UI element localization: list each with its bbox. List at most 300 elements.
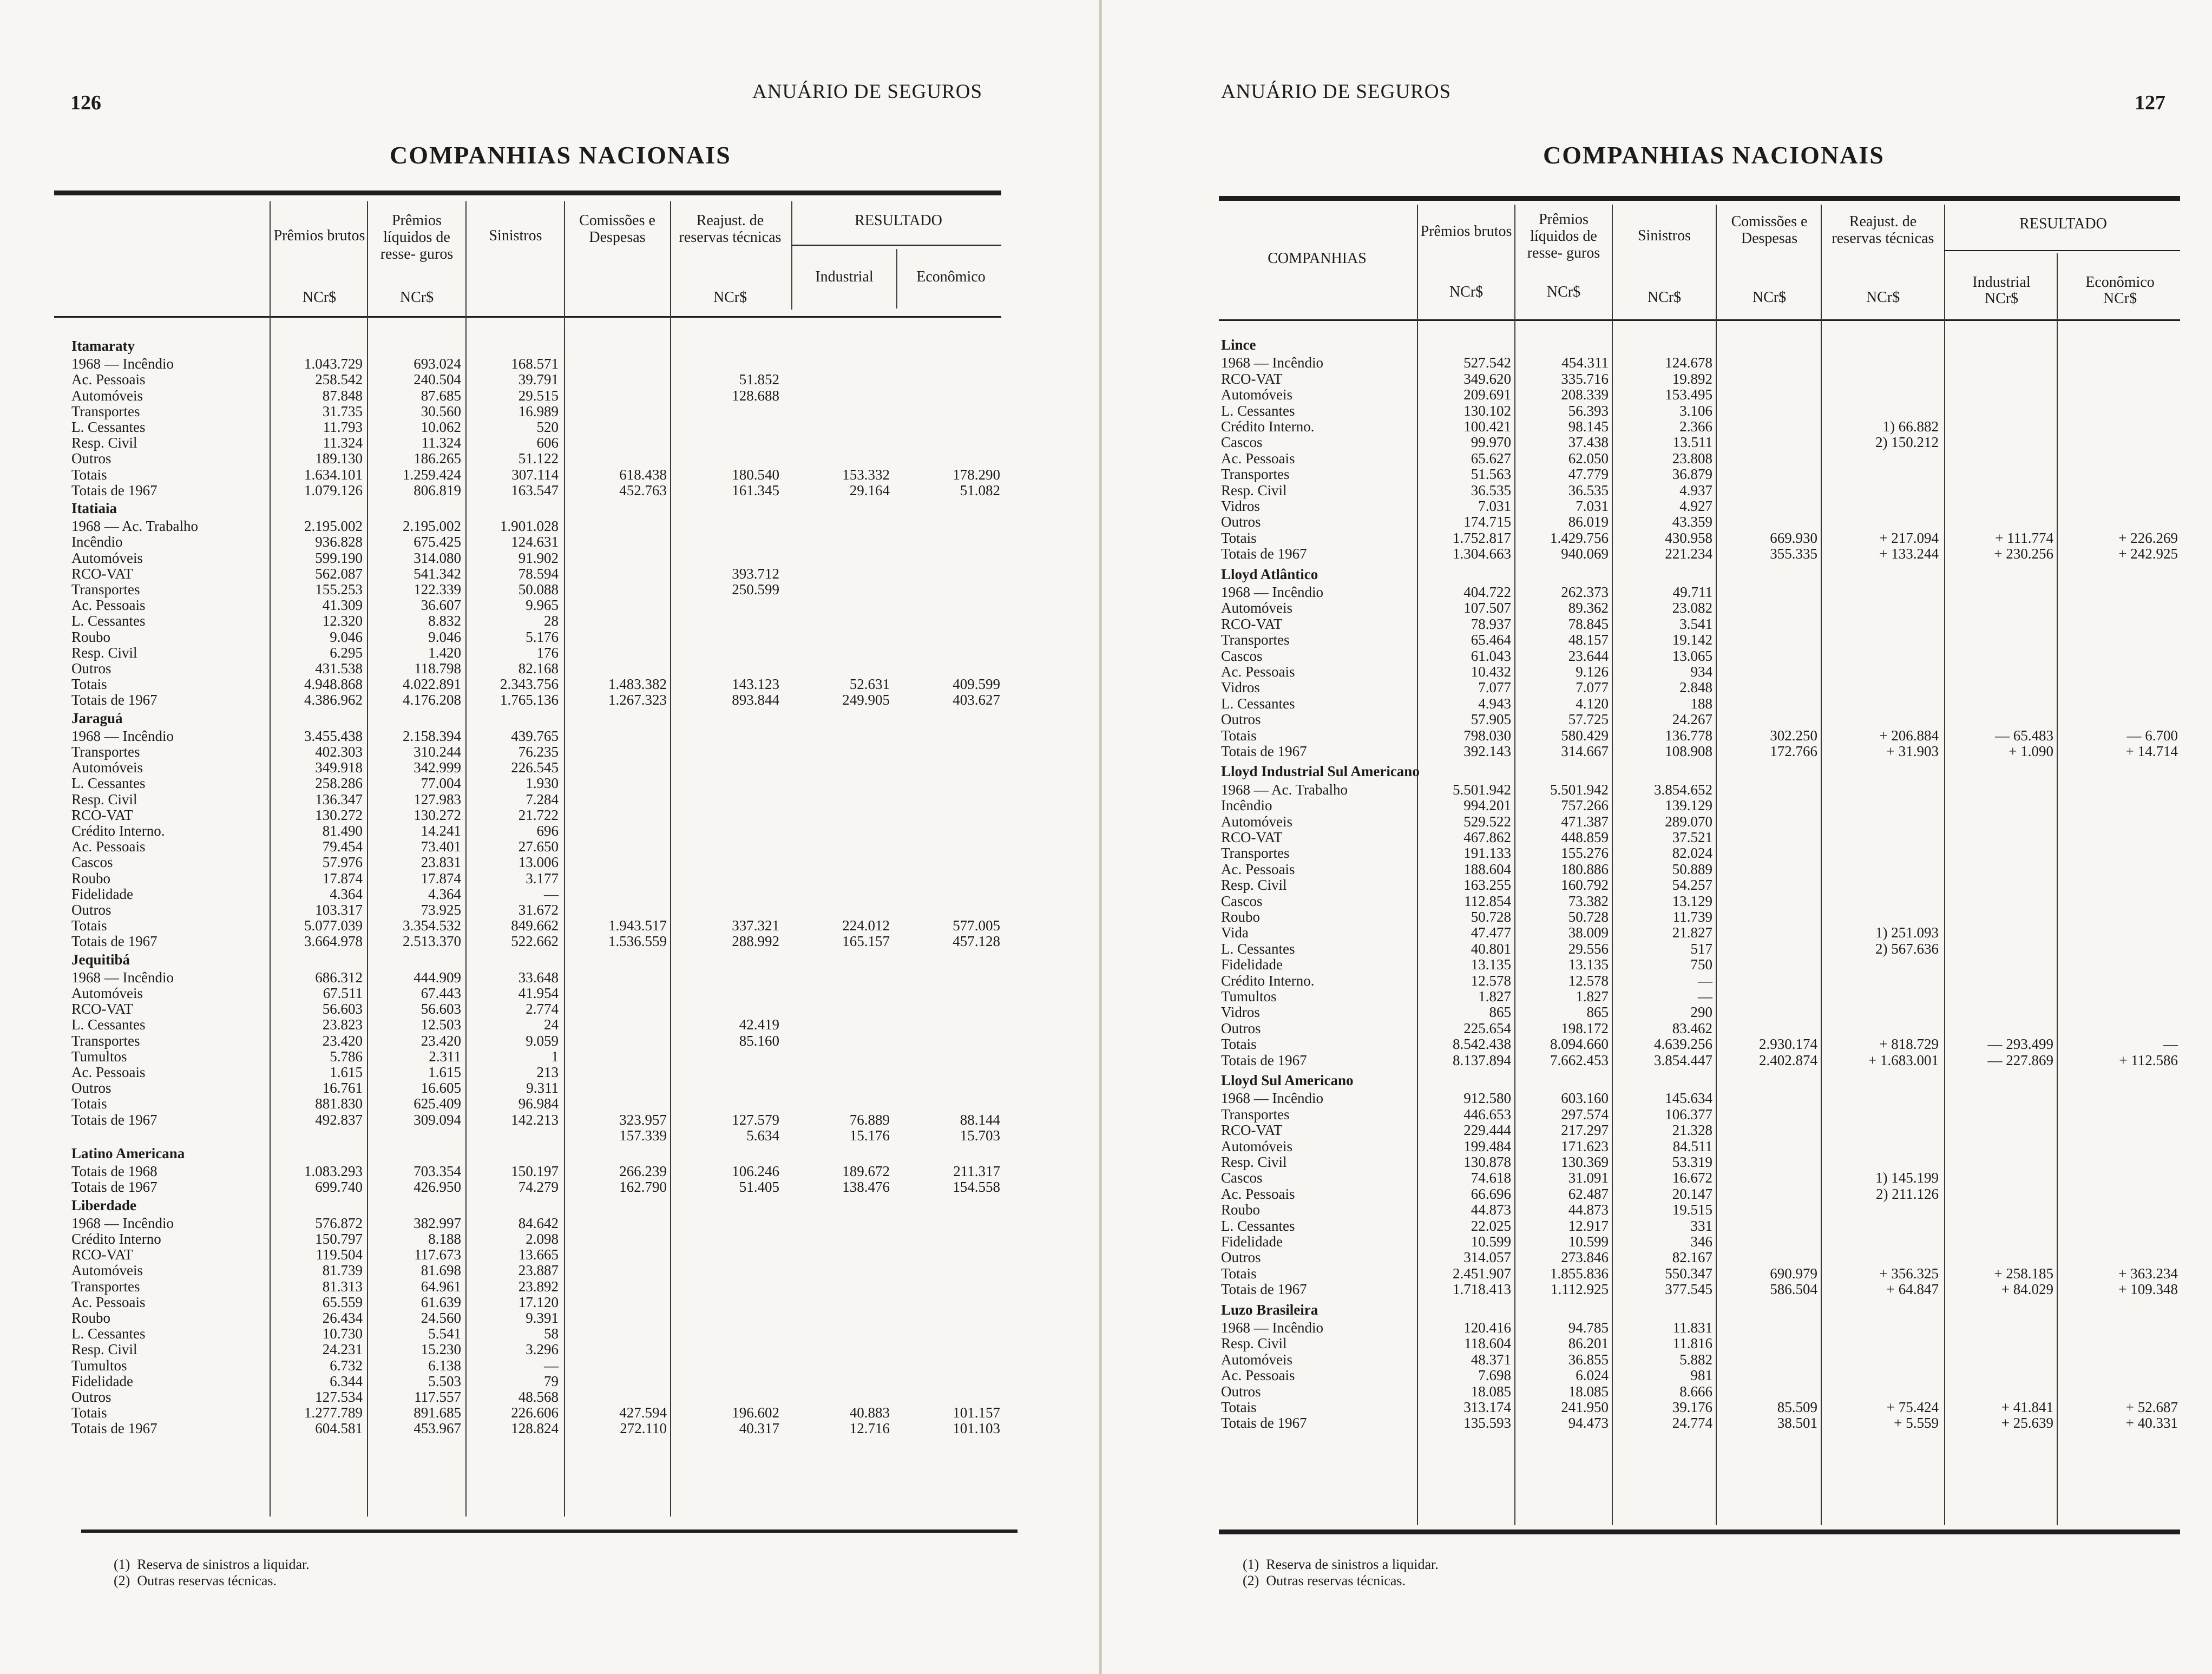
cell-sinistros: 168.571: [511, 356, 559, 372]
cell-premios-brutos: 5.786: [330, 1048, 363, 1065]
company-label: Lloyd Sul Americano: [1221, 1072, 1354, 1088]
company-label: Liberdade: [71, 1197, 137, 1213]
cell-economico: 88.144: [960, 1111, 1000, 1128]
cell-premios-brutos: 6.732: [330, 1357, 363, 1374]
cell-premios-liquidos: 47.779: [1568, 466, 1609, 483]
row-label: Resp. Civil: [71, 1341, 137, 1358]
table-row: [1102, 371, 2212, 387]
row-label: L. Cessantes: [71, 1016, 146, 1033]
cell-premios-brutos: 1.043.729: [304, 356, 363, 372]
cell-premios-brutos: 404.722: [1463, 584, 1511, 600]
cell-premios-liquidos: 78.845: [1568, 615, 1609, 632]
row-label: Automóveis: [71, 985, 143, 1001]
cell-premios-brutos: 174.715: [1463, 514, 1511, 530]
table-row: [1102, 450, 2212, 467]
cell-premios-liquidos: 7.662.453: [1550, 1052, 1609, 1068]
cell-premios-liquidos: 122.339: [413, 581, 461, 598]
row-label: L. Cessantes: [1221, 940, 1295, 957]
cell-sinistros: 4.639.256: [1654, 1036, 1712, 1053]
row-label: L. Cessantes: [71, 613, 146, 629]
table-row: [0, 902, 1099, 918]
footnote-1: (1) Reserva de sinistros a liquidar.: [1243, 1557, 1439, 1572]
table-row: [0, 1112, 1099, 1128]
cell-premios-liquidos: 62.050: [1568, 450, 1609, 467]
row-label: Transportes: [1221, 1106, 1290, 1122]
row-label: Incêndio: [1221, 797, 1272, 814]
cell-sinistros: 1.930: [526, 775, 559, 792]
cell-premios-liquidos: 198.172: [1561, 1020, 1609, 1036]
table-row: [1102, 1186, 2212, 1202]
cell-premios-liquidos: 580.429: [1561, 727, 1609, 744]
table-row: [0, 435, 1099, 451]
cell-sinistros: 2.848: [1679, 679, 1712, 696]
table-row: [1102, 988, 2212, 1005]
cell-premios-liquidos: 1.827: [1576, 988, 1609, 1005]
cell-economico: + 109.348: [2118, 1281, 2178, 1298]
cell-economico: 51.082: [960, 482, 1000, 498]
table-bottom-rule: [1219, 1529, 2180, 1534]
table-row: [0, 759, 1099, 776]
cell-premios-brutos: 78.937: [1471, 615, 1511, 632]
cell-premios-brutos: 44.873: [1471, 1202, 1511, 1218]
cell-sinistros: 520: [536, 419, 559, 435]
cell-sinistros: 37.521: [1672, 829, 1712, 845]
table-row: [0, 676, 1099, 692]
cell-comissoes: 2.930.174: [1759, 1036, 1817, 1053]
cell-premios-brutos: 31.735: [322, 403, 363, 419]
cell-economico: + 40.331: [2125, 1415, 2178, 1432]
cell-premios-liquidos: 541.342: [413, 565, 461, 582]
running-head: ANUÁRIO DE SEGUROS: [1221, 81, 1452, 103]
cell-comissoes: 355.335: [1770, 546, 1817, 562]
cell-premios-liquidos: 240.504: [413, 371, 461, 388]
row-label: Automóveis: [1221, 1138, 1292, 1154]
table-row: [0, 1064, 1099, 1080]
cell-economico: 178.290: [953, 466, 1000, 483]
row-label: Fidelidade: [71, 885, 133, 902]
cell-sinistros: 517: [1690, 940, 1712, 957]
cell-premios-liquidos: 180.886: [1561, 861, 1609, 877]
cell-premios-brutos: 314.057: [1463, 1249, 1511, 1266]
cell-reajust: 1) 251.093: [1875, 924, 1939, 941]
cell-premios-liquidos: 186.265: [413, 450, 461, 467]
cell-premios-brutos: 8.137.894: [1453, 1052, 1511, 1068]
row-label: Automóveis: [71, 1262, 143, 1279]
running-head: ANUÁRIO DE SEGUROS: [752, 81, 983, 103]
table-row: [0, 356, 1099, 372]
table-row: [1102, 1138, 2212, 1154]
cell-premios-liquidos: 310.244: [413, 744, 461, 760]
header-unit: NCr$: [399, 289, 434, 306]
cell-industrial: 153.332: [842, 466, 890, 483]
row-label: Resp. Civil: [71, 435, 137, 451]
cell-premios-brutos: 36.535: [1471, 482, 1511, 498]
cell-sinistros: 4.927: [1679, 498, 1712, 514]
cell-premios-brutos: 936.828: [315, 534, 363, 550]
cell-premios-liquidos: 675.425: [413, 534, 461, 550]
row-label: Crédito Interno.: [71, 823, 165, 839]
cell-sinistros: 23.892: [518, 1278, 559, 1295]
table-row: [0, 1095, 1099, 1112]
cell-industrial: 165.157: [842, 933, 890, 950]
cell-reajust: 51.852: [739, 371, 779, 388]
cell-premios-liquidos: 87.685: [421, 387, 461, 404]
cell-premios-liquidos: 127.983: [413, 791, 461, 808]
cell-premios-liquidos: 8.188: [428, 1231, 461, 1247]
cell-sinistros: 1.901.028: [500, 518, 559, 535]
cell-premios-liquidos: 1.259.424: [403, 466, 461, 483]
cell-premios-brutos: 130.878: [1463, 1154, 1511, 1170]
cell-premios-brutos: 12.320: [322, 613, 363, 629]
cell-premios-liquidos: 865: [1586, 1004, 1609, 1021]
cell-premios-liquidos: 7.031: [1576, 498, 1609, 514]
row-label: Tumultos: [1221, 988, 1277, 1005]
cell-premios-liquidos: 8.094.660: [1550, 1036, 1609, 1053]
cell-premios-liquidos: 757.266: [1561, 797, 1609, 814]
cell-premios-brutos: 1.752.817: [1453, 529, 1511, 546]
header-bottom-rule: [1219, 319, 2180, 321]
table-row: [0, 985, 1099, 1001]
table-row: [0, 775, 1099, 791]
cell-premios-liquidos: 625.409: [413, 1095, 461, 1112]
cell-comissoes: 669.930: [1770, 529, 1817, 546]
cell-sinistros: 176: [536, 644, 559, 661]
cell-premios-liquidos: 10.599: [1568, 1233, 1609, 1250]
cell-premios-brutos: 2.451.907: [1453, 1265, 1511, 1282]
row-label: Outros: [1221, 514, 1261, 530]
cell-reajust: 180.540: [732, 466, 779, 483]
cell-premios-brutos: 10.599: [1471, 1233, 1511, 1250]
table-row: [0, 534, 1099, 550]
row-label: Totais de 1967: [1221, 743, 1307, 759]
cell-industrial: — 65.483: [1995, 727, 2053, 744]
cell-premios-liquidos: 14.241: [421, 823, 461, 839]
table-row: [1102, 418, 2212, 435]
header-unit: NCr$: [1752, 289, 1787, 306]
cell-sinistros: 43.359: [1672, 514, 1712, 530]
cell-sinistros: 9.965: [526, 597, 559, 614]
cell-premios-liquidos: 2.513.370: [403, 933, 461, 950]
row-label: RCO-VAT: [1221, 615, 1283, 632]
cell-premios-brutos: 112.854: [1464, 892, 1511, 909]
row-label: L. Cessantes: [1221, 1217, 1295, 1234]
company-label: Luzo Brasileira: [1221, 1301, 1318, 1318]
cell-premios-brutos: 5.077.039: [304, 917, 363, 934]
row-label: Totais de 1967: [71, 933, 157, 950]
table-row: [1102, 1036, 2212, 1052]
cell-premios-brutos: 199.484: [1463, 1138, 1511, 1154]
cell-sinistros: 136.778: [1665, 727, 1712, 744]
cell-economico: 101.157: [953, 1404, 1000, 1421]
cell-premios-brutos: 11.793: [323, 419, 363, 435]
row-label: Transportes: [71, 1278, 140, 1295]
table-row: [0, 371, 1099, 388]
cell-sinistros: 145.634: [1665, 1090, 1712, 1107]
table-row: [1102, 403, 2212, 419]
cell-sinistros: 606: [536, 435, 559, 451]
cell-reajust: 127.579: [732, 1111, 779, 1128]
cell-reajust: + 75.424: [1886, 1399, 1939, 1415]
cell-comissoes: 266.239: [619, 1163, 667, 1180]
cell-premios-brutos: 67.511: [323, 985, 363, 1001]
cell-premios-brutos: 81.490: [322, 823, 363, 839]
cell-reajust: 2) 567.636: [1875, 940, 1939, 957]
cell-premios-liquidos: 81.698: [421, 1262, 461, 1279]
col-divider: [791, 201, 792, 310]
cell-industrial: + 258.185: [1994, 1265, 2053, 1282]
cell-comissoes: 427.594: [619, 1404, 667, 1421]
cell-premios-brutos: 798.030: [1463, 727, 1511, 744]
row-label: Outros: [1221, 1020, 1261, 1036]
table-row: [1102, 877, 2212, 893]
cell-premios-brutos: 881.830: [315, 1095, 363, 1112]
cell-premios-liquidos: 426.950: [413, 1179, 461, 1196]
cell-premios-liquidos: 31.091: [1568, 1170, 1609, 1186]
cell-industrial: — 293.499: [1987, 1036, 2053, 1053]
company-label: Jequitibá: [71, 951, 130, 968]
cell-premios-liquidos: 262.373: [1561, 584, 1609, 600]
row-label: Automóveis: [71, 387, 143, 404]
cell-premios-brutos: 4.943: [1478, 695, 1511, 712]
cell-sinistros: 41.954: [518, 985, 559, 1001]
cell-premios-brutos: 8.542.438: [1453, 1036, 1511, 1053]
table-row: [0, 854, 1099, 870]
table-row: [0, 1420, 1099, 1436]
cell-premios-liquidos: 444.909: [413, 969, 461, 986]
cell-premios-brutos: 7.077: [1478, 679, 1511, 696]
cell-sinistros: 3.296: [526, 1341, 559, 1358]
cell-premios-liquidos: 940.069: [1561, 546, 1609, 562]
row-label: Vidros: [1221, 679, 1260, 696]
cell-premios-liquidos: 12.917: [1568, 1217, 1609, 1234]
cell-sinistros: 124.631: [511, 534, 559, 550]
header-resultado: RESULTADO: [2019, 215, 2107, 232]
cell-premios-liquidos: 2.311: [429, 1048, 461, 1065]
cell-sinistros: 21.827: [1672, 924, 1712, 941]
cell-premios-brutos: 686.312: [315, 969, 363, 986]
cell-premios-liquidos: 309.094: [413, 1111, 461, 1128]
table-row: [1102, 1415, 2212, 1431]
table-row: [1102, 584, 2212, 600]
cell-sinistros: 53.319: [1672, 1154, 1712, 1170]
table-row: [0, 1016, 1099, 1033]
cell-sinistros: —: [1698, 972, 1712, 989]
table-row: [0, 870, 1099, 887]
cell-premios-brutos: 446.653: [1463, 1106, 1511, 1122]
cell-premios-liquidos: 37.438: [1568, 434, 1609, 451]
cell-industrial: 138.476: [842, 1179, 890, 1196]
row-label: Roubo: [71, 628, 111, 645]
row-label: RCO-VAT: [71, 1001, 133, 1017]
cell-sinistros: 1: [551, 1048, 559, 1065]
cell-premios-liquidos: 56.393: [1568, 402, 1609, 419]
cell-premios-liquidos: 703.354: [413, 1163, 461, 1180]
table-row: [1102, 861, 2212, 877]
table-row: [1102, 1122, 2212, 1138]
cell-premios-liquidos: 13.135: [1568, 956, 1609, 973]
row-label: Fidelidade: [1221, 956, 1283, 973]
resultado-rule: [791, 245, 1001, 246]
cell-economico: 577.005: [953, 917, 1000, 934]
cell-economico: —: [2163, 1036, 2178, 1053]
cell-premios-brutos: 1.615: [330, 1064, 363, 1080]
cell-sinistros: 39.791: [518, 371, 559, 388]
cell-premios-brutos: 87.848: [322, 387, 363, 404]
cell-premios-brutos: 57.976: [322, 854, 363, 871]
header-unit: NCr$: [713, 289, 747, 306]
cell-industrial: + 1.090: [2008, 743, 2053, 759]
cell-premios-liquidos: 17.874: [421, 870, 461, 887]
table-row: [0, 1080, 1099, 1096]
cell-reajust: + 217.094: [1879, 529, 1939, 546]
table-row: [0, 1357, 1099, 1374]
cell-sinistros: 24.267: [1672, 711, 1712, 728]
table-row: [1102, 695, 2212, 712]
table-row: [1102, 679, 2212, 695]
table-row: [1102, 941, 2212, 957]
cell-sinistros: 76.235: [518, 744, 559, 760]
row-label: Cascos: [1221, 1170, 1263, 1186]
cell-sinistros: 3.854.447: [1654, 1052, 1712, 1068]
cell-sinistros: 21.328: [1672, 1122, 1712, 1139]
cell-premios-liquidos: 693.024: [413, 356, 461, 372]
cell-industrial: 29.164: [849, 482, 890, 498]
row-label: Vidros: [1221, 1004, 1260, 1021]
cell-premios-brutos: 10.730: [322, 1325, 363, 1342]
table-row: [0, 791, 1099, 808]
cell-sinistros: 11.831: [1672, 1319, 1712, 1336]
row-label: Resp. Civil: [1221, 1154, 1287, 1170]
cell-sinistros: 58: [544, 1325, 559, 1342]
cell-sinistros: 11.816: [1672, 1335, 1712, 1352]
header-unit: NCr$: [1984, 290, 2019, 307]
cell-premios-liquidos: 891.685: [413, 1404, 461, 1421]
table-row: [1102, 782, 2212, 798]
cell-premios-liquidos: 16.605: [421, 1080, 461, 1097]
row-label: Transportes: [1221, 845, 1290, 862]
cell-industrial: — 227.869: [1987, 1052, 2053, 1068]
row-label: Outros: [71, 902, 111, 918]
table-row: [0, 581, 1099, 598]
cell-premios-brutos: 127.534: [315, 1389, 363, 1405]
table-row: [0, 744, 1099, 760]
table-row: [1102, 813, 2212, 830]
table-row: [0, 518, 1099, 534]
cell-premios-liquidos: 89.362: [1568, 600, 1609, 616]
table-row: [1102, 1399, 2212, 1415]
table-row: [0, 807, 1099, 823]
cell-economico: + 226.269: [2118, 529, 2178, 546]
cell-sinistros: 5.882: [1679, 1351, 1712, 1368]
table-row: [1102, 743, 2212, 759]
cell-premios-brutos: 7.698: [1478, 1367, 1511, 1384]
cell-sinistros: 163.547: [511, 482, 559, 498]
row-label: Totais de 1967: [1221, 1281, 1307, 1298]
cell-premios-brutos: 529.522: [1463, 813, 1511, 830]
row-label: Outros: [1221, 711, 1261, 728]
cell-reajust: 143.123: [732, 676, 779, 693]
header-unit: NCr$: [1866, 289, 1900, 306]
cell-premios-liquidos: 29.556: [1568, 940, 1609, 957]
cell-premios-brutos: 313.174: [1463, 1399, 1511, 1415]
row-label: 1968 — Incêndio: [1221, 584, 1323, 600]
table-row: [1102, 498, 2212, 514]
table-row: [1102, 482, 2212, 498]
cell-sinistros: 49.711: [1672, 584, 1712, 600]
row-label: Cascos: [1221, 434, 1263, 451]
cell-premios-brutos: 209.691: [1463, 386, 1511, 403]
table-row: [1102, 1319, 2212, 1336]
cell-premios-brutos: 136.347: [315, 791, 363, 808]
cell-premios-brutos: 189.130: [315, 450, 363, 467]
cell-sinistros: 20.147: [1672, 1185, 1712, 1202]
table-row: [1102, 386, 2212, 403]
table-row: [0, 1179, 1099, 1195]
table-row: [0, 1373, 1099, 1389]
cell-premios-liquidos: 471.387: [1561, 813, 1609, 830]
table-row: [1102, 1020, 2212, 1036]
table-row: [0, 645, 1099, 661]
cell-premios-liquidos: 73.382: [1568, 892, 1609, 909]
cell-premios-brutos: 3.455.438: [304, 727, 363, 744]
cell-premios-brutos: 48.371: [1471, 1351, 1511, 1368]
cell-premios-liquidos: 12.503: [421, 1016, 461, 1033]
cell-sinistros: 91.902: [518, 549, 559, 566]
cell-premios-brutos: 188.604: [1463, 861, 1511, 877]
header-unit: NCr$: [1546, 284, 1581, 300]
cell-premios-liquidos: 130.369: [1561, 1154, 1609, 1170]
table-row: [1102, 1170, 2212, 1186]
cell-comissoes: 586.504: [1770, 1281, 1817, 1298]
cell-premios-brutos: 2.195.002: [304, 518, 363, 535]
header-companhias: COMPANHIAS: [1268, 250, 1367, 267]
row-label: Transportes: [71, 744, 140, 760]
cell-sinistros: 50.889: [1672, 861, 1712, 877]
cell-premios-liquidos: 130.272: [413, 806, 461, 823]
cell-premios-brutos: 107.507: [1463, 600, 1511, 616]
header-reajust: Reajust. de reservas técnicas: [1832, 213, 1934, 247]
resultado-rule: [1944, 250, 2180, 251]
cell-premios-liquidos: 61.639: [421, 1294, 461, 1310]
row-label: 1968 — Ac. Trabalho: [1221, 781, 1348, 798]
cell-reajust: 288.992: [732, 933, 779, 950]
cell-sinistros: 9.059: [526, 1032, 559, 1049]
left-page: [0, 0, 1099, 1674]
cell-industrial: 76.889: [849, 1111, 890, 1128]
cell-sinistros: 139.129: [1665, 797, 1712, 814]
footnote-1: (1) Reserva de sinistros a liquidar.: [114, 1557, 310, 1572]
table-row: [1102, 664, 2212, 680]
cell-premios-brutos: 61.043: [1471, 647, 1511, 664]
cell-reajust: 1) 66.882: [1882, 418, 1939, 435]
row-label: L. Cessantes: [71, 1325, 146, 1342]
cell-industrial: 249.905: [842, 692, 890, 708]
table-row: [0, 613, 1099, 629]
cell-premios-brutos: 1.304.663: [1453, 546, 1511, 562]
row-label: L. Cessantes: [1221, 402, 1295, 419]
row-label: Outros: [71, 1080, 111, 1097]
cell-sinistros: 50.088: [518, 581, 559, 598]
cell-comissoes: 1.267.323: [608, 692, 667, 708]
cell-premios-brutos: 402.303: [315, 744, 363, 760]
cell-premios-brutos: 23.420: [322, 1032, 363, 1049]
cell-reajust: 250.599: [732, 581, 779, 598]
company-label: Jaraguá: [71, 710, 123, 726]
cell-sinistros: —: [544, 1357, 559, 1374]
cell-premios-liquidos: 94.473: [1568, 1415, 1609, 1432]
row-label: Resp. Civil: [1221, 1335, 1287, 1352]
cell-sinistros: 439.765: [511, 727, 559, 744]
